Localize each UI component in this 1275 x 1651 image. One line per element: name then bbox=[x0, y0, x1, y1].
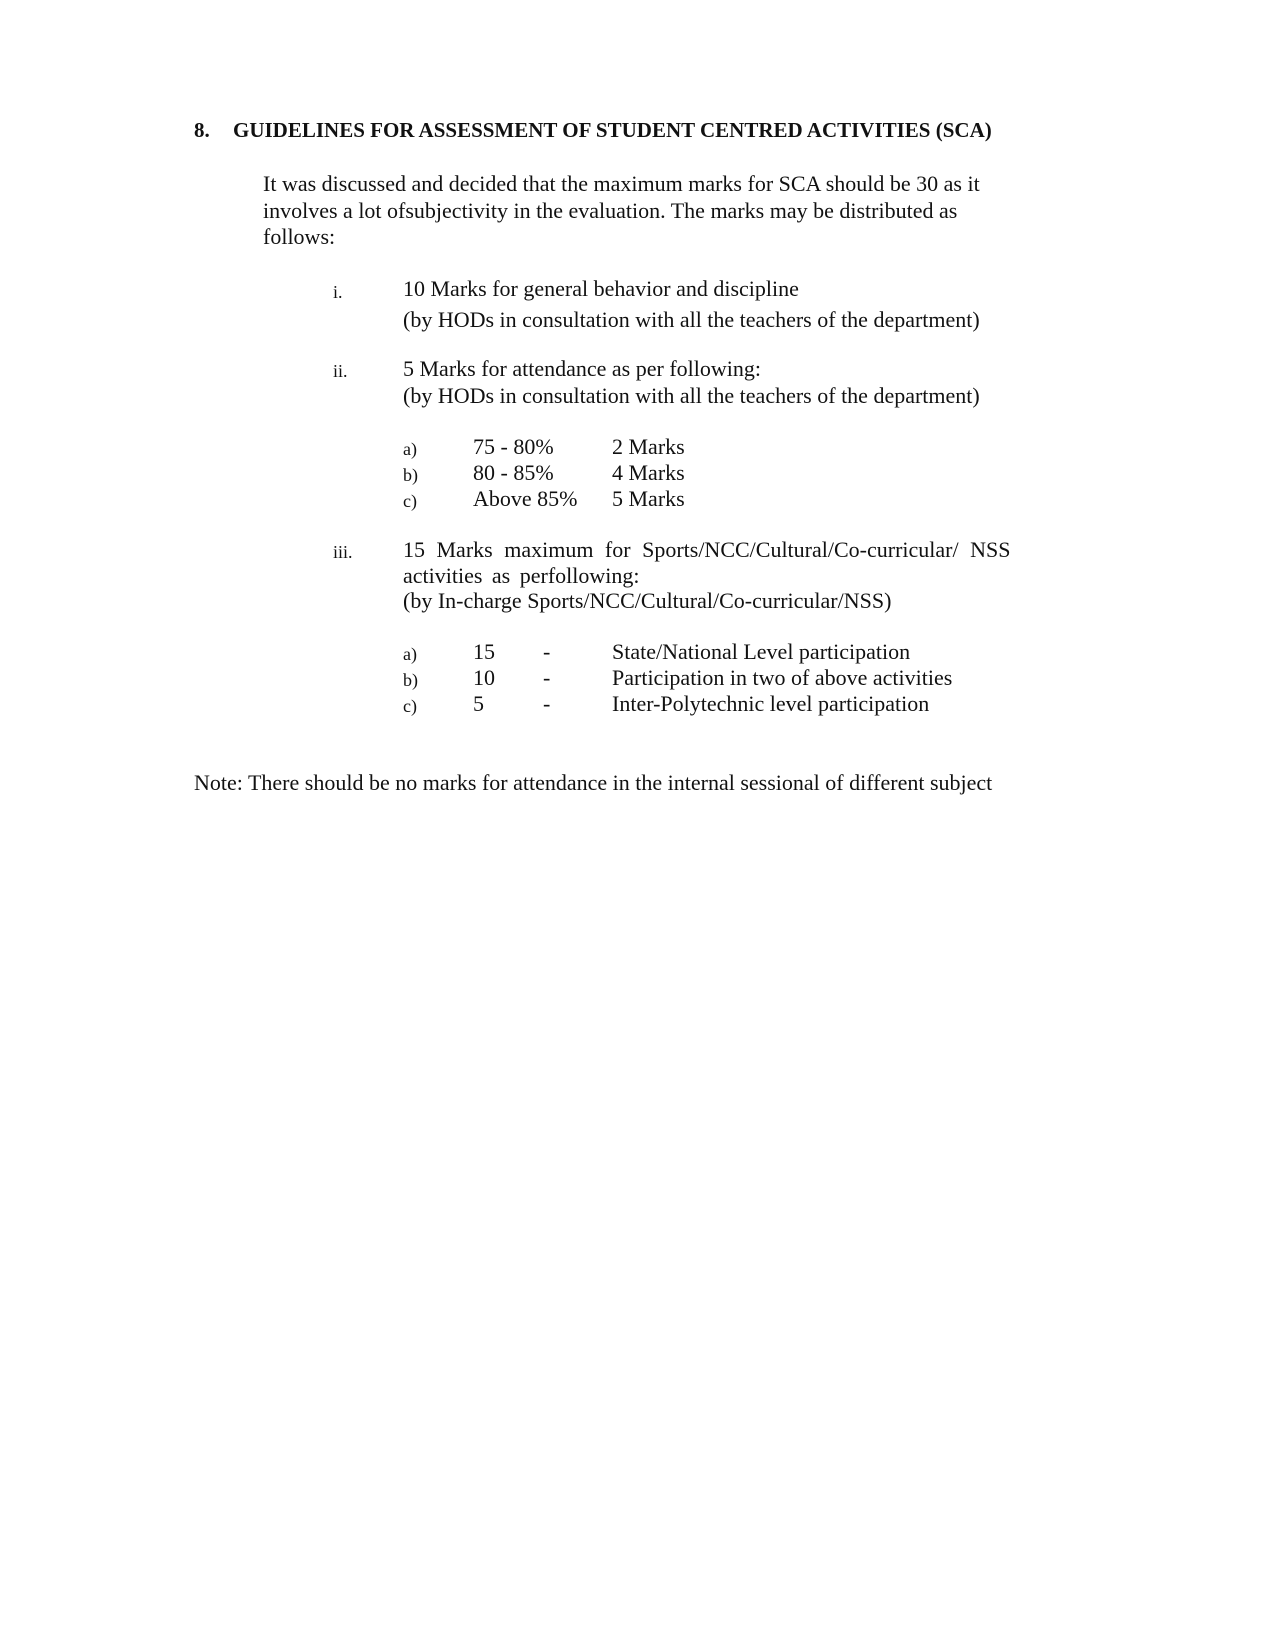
item-iii-line-2: activities as perfollowing: bbox=[403, 563, 640, 588]
note-text: Note: There should be no marks for attendance in the internal sessional of different subject bbox=[194, 770, 993, 795]
item-ii-numeral: ii. bbox=[333, 361, 348, 381]
item-iii-line-1: 15 Marks maximum for Sports/NCC/Cultural/Co-curricular/ NSS bbox=[403, 537, 1011, 562]
activity-row-a-desc: State/National Level participation bbox=[612, 639, 911, 664]
attendance-row-c-marks: 5 Marks bbox=[612, 486, 685, 511]
activity-row-a-label: a) bbox=[403, 644, 417, 664]
activity-row-b-dash: - bbox=[543, 665, 551, 690]
item-iii-line-3: (by In-charge Sports/NCC/Cultural/Co-curricular/NSS) bbox=[403, 588, 892, 613]
intro-line-1: It was discussed and decided that the maximum marks for SCA should be 30 as it bbox=[263, 171, 980, 196]
attendance-row-a-range: 75 - 80% bbox=[473, 434, 554, 459]
item-ii-line-1: 5 Marks for attendance as per following: bbox=[403, 356, 761, 381]
item-iii-numeral: iii. bbox=[333, 542, 353, 562]
attendance-row-a-label: a) bbox=[403, 439, 417, 459]
attendance-row-a-marks: 2 Marks bbox=[612, 434, 685, 459]
activity-row-b-label: b) bbox=[403, 670, 418, 690]
activity-row-c-label: c) bbox=[403, 696, 417, 716]
activity-row-b-desc: Participation in two of above activities bbox=[612, 665, 953, 690]
attendance-row-b-label: b) bbox=[403, 465, 418, 485]
section-title: GUIDELINES FOR ASSESSMENT OF STUDENT CENTRED ACTIVITIES (SCA) bbox=[233, 118, 992, 142]
attendance-row-b-marks: 4 Marks bbox=[612, 460, 685, 485]
activity-row-b-marks: 10 bbox=[473, 665, 495, 690]
item-i-numeral: i. bbox=[333, 282, 343, 302]
attendance-row-c-range: Above 85% bbox=[473, 486, 578, 511]
item-i-line-1: 10 Marks for general behavior and discipline bbox=[403, 276, 799, 301]
activity-row-c-marks: 5 bbox=[473, 691, 484, 716]
attendance-row-c-label: c) bbox=[403, 491, 417, 511]
intro-line-2: involves a lot ofsubjectivity in the evaluation. The marks may be distributed as bbox=[263, 198, 958, 223]
attendance-row-b-range: 80 - 85% bbox=[473, 460, 554, 485]
section-number: 8. bbox=[194, 118, 210, 142]
activity-row-c-dash: - bbox=[543, 691, 551, 716]
activity-row-c-desc: Inter-Polytechnic level participation bbox=[612, 691, 930, 716]
item-i-line-2: (by HODs in consultation with all the teachers of the department) bbox=[403, 307, 980, 332]
activity-row-a-dash: - bbox=[543, 639, 551, 664]
item-ii-line-2: (by HODs in consultation with all the teachers of the department) bbox=[403, 383, 980, 408]
activity-row-a-marks: 15 bbox=[473, 639, 495, 664]
intro-line-3: follows: bbox=[263, 224, 336, 249]
